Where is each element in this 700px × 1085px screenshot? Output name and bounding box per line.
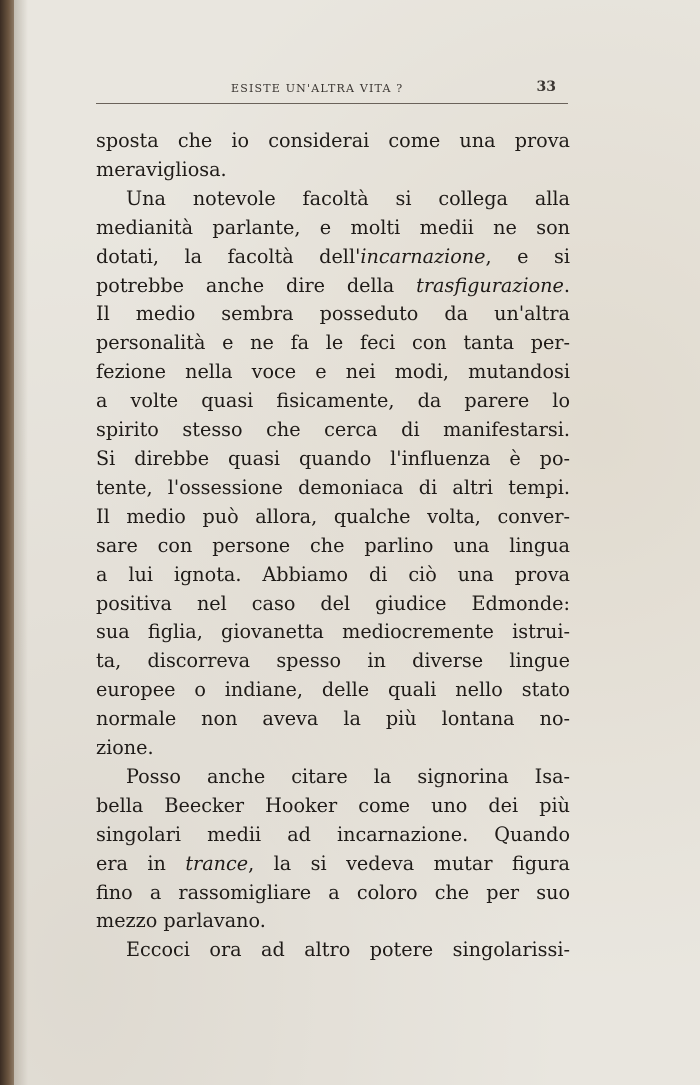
text-line: sposta che io considerai come una prova [96, 129, 570, 152]
text-line: tente, l'ossessione demoniaca di altri tempi. [96, 475, 570, 499]
page-number: 33 [536, 79, 556, 95]
text-line: positiva nel caso del giudice Edmonde: [96, 591, 570, 615]
text-line: Una notevole facoltà si collega alla [126, 186, 570, 210]
body-text [96, 127, 570, 965]
text-line: fezione nella voce e nei modi, mutandosi [96, 360, 570, 384]
text-line-with-italic [96, 850, 570, 879]
text-line: mezzo parlavano. [96, 909, 266, 933]
paragraph-4 [96, 936, 570, 965]
text-line-with-italic [96, 243, 570, 272]
text-line: Si direbbe quasi quando l'influenza è po- [96, 446, 570, 470]
italic-term-trasfigurazione: trasfigurazione [416, 273, 564, 297]
running-title: ESISTE UN'ALTRA VITA ? [231, 82, 404, 95]
text-run: era in [96, 851, 186, 875]
text-run: , la si vedeva mutar figura [248, 851, 570, 875]
paragraph-2 [96, 185, 570, 763]
text-line: meravigliosa. [96, 157, 227, 181]
text-line: bella Beecker Hooker come uno dei più [96, 793, 570, 817]
text-line: zione. [96, 736, 154, 760]
header-rule [96, 103, 568, 104]
book-spine-shadow [0, 0, 14, 1085]
text-line: Il medio sembra posseduto da un'altra [96, 302, 570, 326]
text-line: normale non aveva la più lontana no- [96, 707, 570, 731]
text-line: Posso anche citare la signorina Isa- [126, 764, 570, 788]
text-run: , e si [485, 244, 570, 268]
text-line: a lui ignota. Abbiamo di ciò una prova [96, 562, 570, 586]
text-line: medianità parlante, e molti medii ne son [96, 215, 570, 239]
text-line: personalità e ne fa le feci con tanta per- [96, 331, 570, 355]
text-line: spirito stesso che cerca di manifestarsi. [96, 418, 570, 442]
paragraph-1 [96, 127, 570, 185]
text-line: sare con persone che parlino una lingua [96, 533, 570, 557]
text-line: a volte quasi fisicamente, da parere lo [96, 389, 570, 413]
text-line: Eccoci ora ad altro potere singolarissi- [126, 938, 570, 962]
text-line: singolari medii ad incarnazione. Quando [96, 822, 570, 846]
text-line-with-italic [96, 272, 570, 301]
text-run: potrebbe anche dire della [96, 273, 417, 297]
italic-term-trance: trance [185, 851, 249, 875]
text-line: Il medio può allora, qualche volta, conver- [96, 504, 570, 528]
paragraph-3 [96, 763, 570, 936]
text-line: sua figlia, giovanetta mediocremente istrui- [96, 620, 570, 644]
italic-term-incarnazione: incarnazione [360, 244, 486, 268]
text-line: europee o indiane, delle quali nello stato [96, 678, 570, 702]
text-run: . [563, 273, 570, 297]
text-run: dotati, la facoltà dell' [96, 244, 361, 268]
text-line: ta, discorreva spesso in diverse lingue [96, 649, 570, 673]
text-line: fino a rassomigliare a coloro che per suo [96, 880, 570, 904]
running-head [96, 78, 556, 100]
